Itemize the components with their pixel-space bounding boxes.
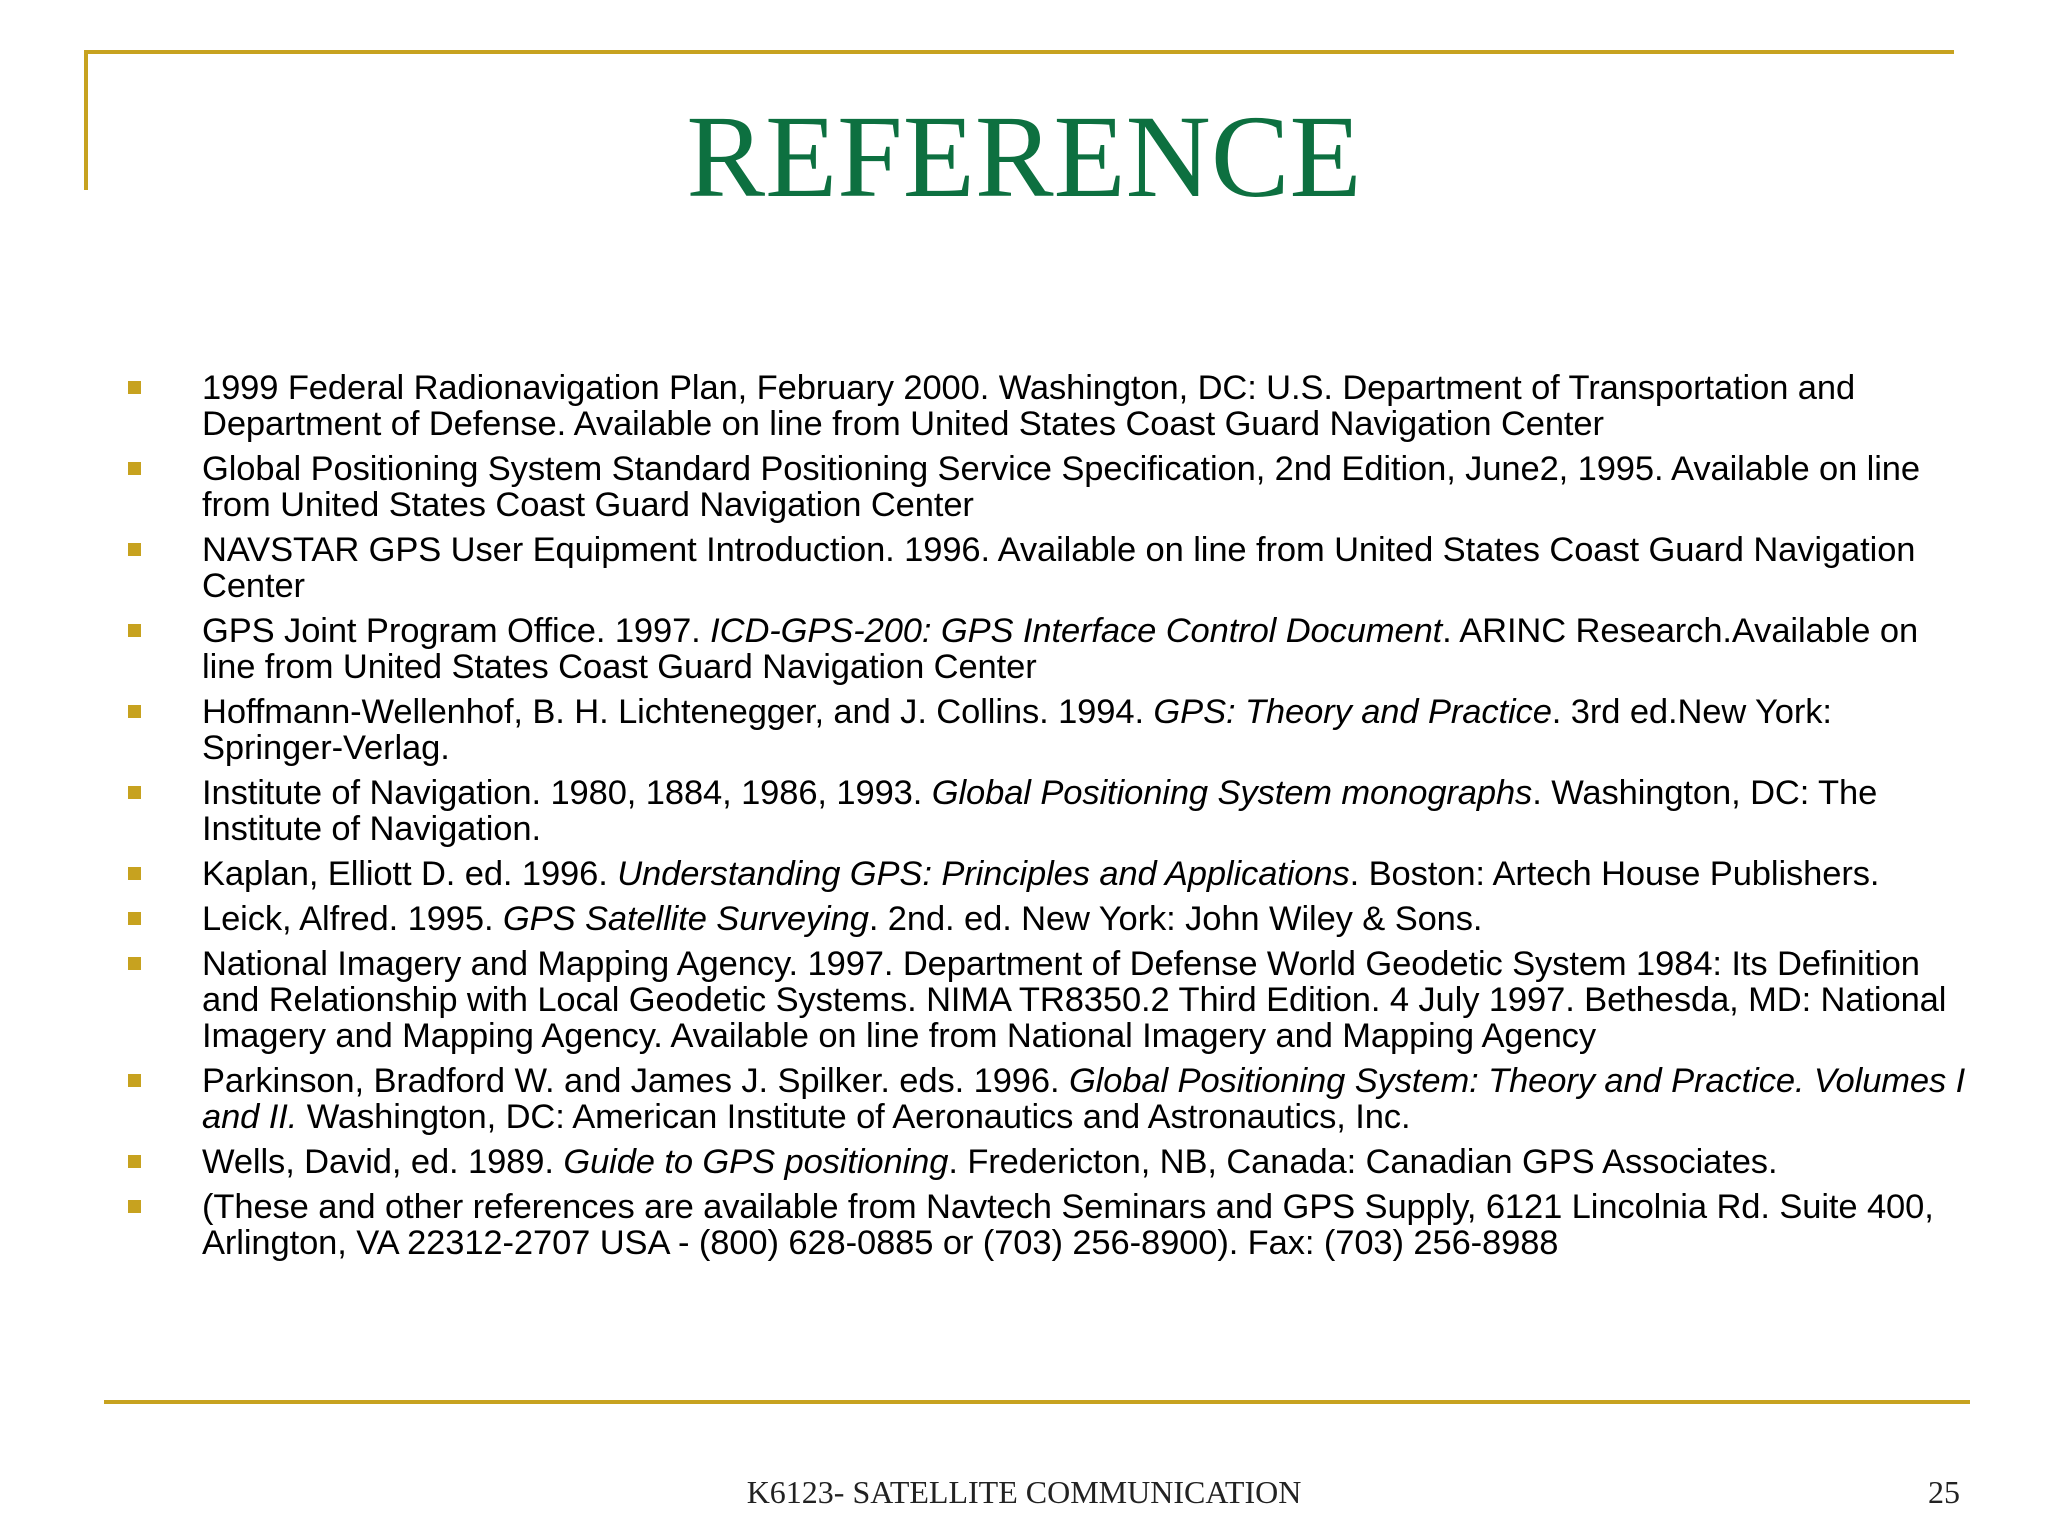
square-bullet-icon — [128, 867, 141, 880]
reference-text — [202, 369, 1855, 443]
reference-segment: Hoffmann-Wellenhof, B. H. Lichtenegger, and J. Collins. 1994. — [202, 693, 1154, 731]
reference-segment: (These and other references are available from Navtech Seminars and GPS Supply, 6121 Lincolnia Rd. Suite 400, Arlington, VA 22312-2707 USA - (800) 628-0885 or (703) 256-8900). Fax: (703) 256-8988 — [202, 1188, 1934, 1262]
square-bullet-icon — [128, 1074, 141, 1087]
reference-title-italic: ICD-GPS-200: GPS Interface Control Document — [710, 612, 1443, 650]
square-bullet-icon — [128, 624, 141, 637]
top-border-line — [84, 50, 1954, 54]
square-bullet-icon — [128, 957, 141, 970]
reference-item — [120, 946, 1980, 1054]
reference-text — [202, 1062, 1965, 1136]
reference-segment: Parkinson, Bradford W. and James J. Spilker. eds. 1996. — [202, 1062, 1069, 1100]
reference-segment: Wells, David, ed. 1989. — [202, 1143, 564, 1181]
reference-text — [202, 900, 1482, 938]
square-bullet-icon — [128, 1155, 141, 1168]
reference-segment: Global Positioning System Standard Positioning Service Specification, 2nd Edition, June2, 1995. Available on line from United States Coast Guard Navigation Center — [202, 450, 1920, 524]
reference-item — [120, 856, 1980, 892]
reference-list — [120, 370, 1980, 1270]
reference-segment: . 2nd. ed. New York: John Wiley & Sons. — [868, 900, 1483, 938]
reference-segment: Kaplan, Elliott D. ed. 1996. — [202, 855, 618, 893]
reference-title-italic: Guide to GPS positioning — [563, 1143, 949, 1181]
reference-item — [120, 775, 1980, 847]
reference-segment: . Fredericton, NB, Canada: Canadian GPS Associates. — [948, 1143, 1778, 1181]
reference-segment: . 3rd ed.New York: Springer-Verlag. — [202, 693, 1832, 767]
reference-text — [202, 774, 1877, 848]
reference-title-italic: Global Positioning System monographs — [931, 774, 1533, 812]
reference-item — [120, 1144, 1980, 1180]
reference-item — [120, 613, 1980, 685]
reference-segment: Washington, DC: American Institute of Aeronautics and Astronautics, Inc. — [297, 1098, 1411, 1136]
reference-item — [120, 1189, 1980, 1261]
reference-item — [120, 451, 1980, 523]
reference-title-italic: GPS: Theory and Practice — [1153, 693, 1552, 731]
reference-text — [202, 1143, 1777, 1181]
reference-text — [202, 855, 1879, 893]
square-bullet-icon — [128, 381, 141, 394]
reference-segment: . Boston: Artech House Publishers. — [1349, 855, 1880, 893]
reference-text — [202, 693, 1832, 767]
reference-segment: NAVSTAR GPS User Equipment Introduction. 1996. Available on line from United States Coast Guard Navigation Center — [202, 531, 1916, 605]
reference-text — [202, 945, 1946, 1055]
square-bullet-icon — [128, 912, 141, 925]
square-bullet-icon — [128, 543, 141, 556]
square-bullet-icon — [128, 705, 141, 718]
reference-segment: National Imagery and Mapping Agency. 1997. Department of Defense World Geodetic System 1984: Its Definition and Relationship with Local Geodetic Systems. NIMA TR8350.2 Third Edition. 4 July 1997. Bethesda, MD: National Imagery and Mapping Agency. Available on line from National Imagery and Mapping Agency — [202, 945, 1947, 1055]
reference-text — [202, 612, 1918, 686]
reference-segment: 1999 Federal Radionavigation Plan, February 2000. Washington, DC: U.S. Department of Transportation and Department of Defense. Available on line from United States Coast Guard Navigation Center — [202, 369, 1856, 443]
reference-title-italic: GPS Satellite Surveying — [502, 900, 869, 938]
reference-text — [202, 531, 1915, 605]
reference-segment: . ARINC Research.Available on line from United States Coast Guard Navigation Center — [202, 612, 1919, 686]
reference-text — [202, 1188, 1934, 1262]
bottom-border-line — [104, 1400, 1970, 1404]
square-bullet-icon — [128, 1200, 141, 1213]
slide-title: REFERENCE — [686, 91, 1362, 222]
reference-item — [120, 901, 1980, 937]
reference-item — [120, 694, 1980, 766]
reference-segment: Leick, Alfred. 1995. — [202, 900, 503, 938]
reference-item — [120, 370, 1980, 442]
square-bullet-icon — [128, 786, 141, 799]
reference-item — [120, 532, 1980, 604]
reference-segment: GPS Joint Program Office. 1997. — [202, 612, 711, 650]
page-number: 25 — [1928, 1474, 1960, 1510]
reference-title-italic: Global Positioning System: Theory and Practice. Volumes I and II. — [202, 1062, 1966, 1136]
slide-footer: K6123- SATELLITE COMMUNICATION — [746, 1474, 1302, 1510]
reference-item — [120, 1063, 1980, 1135]
reference-segment: Institute of Navigation. 1980, 1884, 1986, 1993. — [202, 774, 932, 812]
square-bullet-icon — [128, 462, 141, 475]
reference-text — [202, 450, 1920, 524]
reference-title-italic: Understanding GPS: Principles and Applications — [617, 855, 1350, 893]
reference-segment: . Washington, DC: The Institute of Navigation. — [202, 774, 1878, 848]
